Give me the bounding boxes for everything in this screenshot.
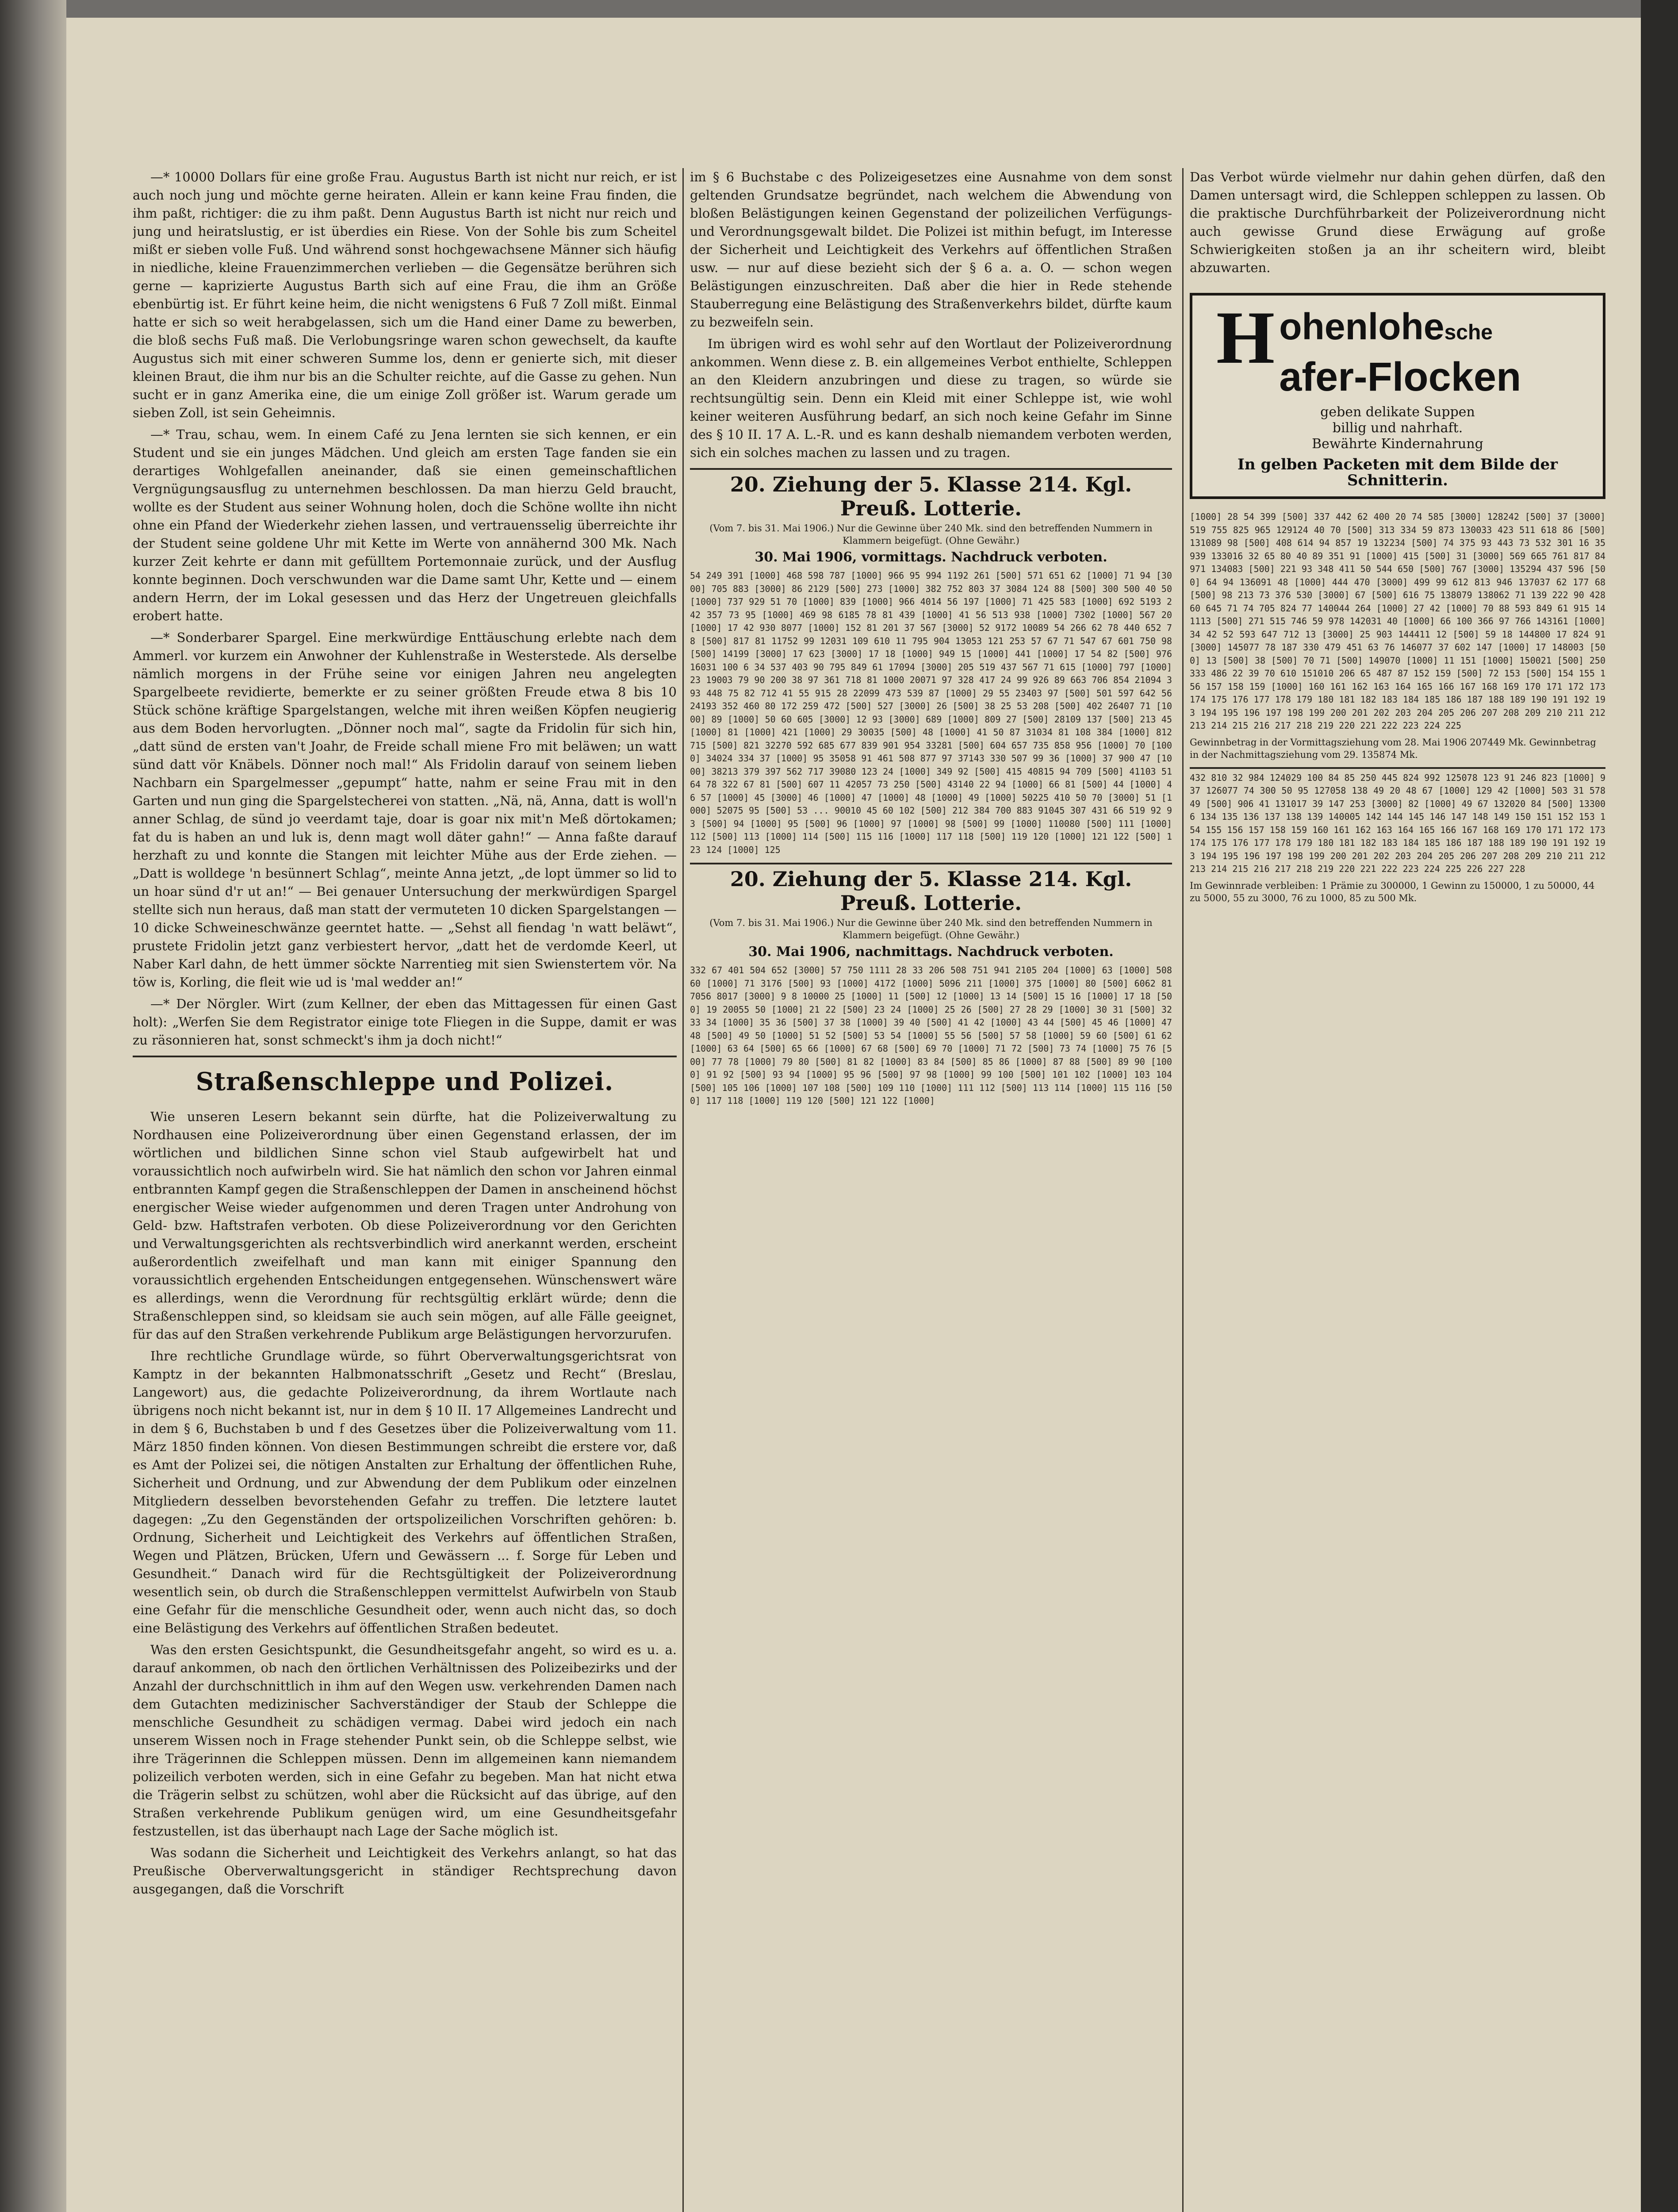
book-spine: [0, 0, 66, 2212]
section-paragraph: Ihre rechtliche Grundlage würde, so führt Oberverwaltungsgerichtsrat von Kamptz in der bekannten Halbmonatsschrift „Gesetz und Recht“ (Breslau, Langewort) aus, die gedachte Polizeiverordnung, da ihrem Wortlaute nach übrigens noch nicht bekannt ist, nur in dem § 10 II. 17 Allgemeines Landrecht und in dem § 6, Buchstaben b und f des Gesetzes über die Polizeiverwaltung vom 11. März 1850 finden können. Von diesen Bestimmungen schreibt die erstere vor, daß es Amt der Polizei sei, die nötigen Anstalten zur Erhaltung der öffentlichen Ruhe, Sicherheit und Ordnung, und zur Abwendung der dem Publikum oder einzelnen Mitgliedern desselben bevorstehenden Gefahr zu treffen. Die letztere lautet dagegen: „Zu den Gegenständen der ortspolizeilichen Vorschriften gehören: b. Ordnung, Sicherheit und Leichtigkeit des Verkehrs auf öffentlichen Straßen, Wegen und Plätzen, Brücken, Ufern und Gewässern ... f. Sorge für Leben und Gesundheit.“ Danach wird für die Rechtsgültigkeit der Polizeiverordnung wesentlich sein, ob durch die Straßenschleppen vermittelst Aufwirbeln von Staub eine Gefahr für die menschliche Gesundheit oder, wenn auch nicht das, so doch eine Belästigung des Verkehrs auf öffentlichen Straßen bedeutet.: [133, 1348, 677, 1636]
advertisement-hafer-flocken: [1190, 293, 1605, 499]
lottery-numbers: 54 249 391 [1000] 468 598 787 [1000] 966 95 994 1192 261 [500] 571 651 62 [1000] 71 94 [3000] 705 883 [3000] 86 2129 [500] 273 [1000] 382 752 803 37 3084 124 88 [500] 300 500 40 50 [1000] 737 929 51 70 [1000] 839 [1000] 966 4014 56 197 [1000] 71 425 583 [1000] 692 5193 242 357 73 95 [1000] 469 98 6185 78 81 439 [1000] 41 56 513 938 [1000] 7302 [1000] 567 20 [1000] 17 42 930 8077 [1000] 152 81 201 37 567 [3000] 52 9172 10089 54 266 62 78 440 652 78 [500] 817 81 11752 99 12031 109 610 11 795 904 13053 121 253 57 67 71 547 67 601 750 98 [500] 14199 [3000] 17 623 [3000] 17 18 [1000] 949 15 [1000] 441 [1000] 17 54 82 [500] 976 16031 100 6 34 537 403 90 795 849 61 17094 [3000] 205 519 437 567 71 615 [1000] 797 [1000] 23 19003 79 90 200 38 97 361 718 81 1000 20071 97 328 417 24 99 926 89 663 706 854 21094 393 448 75 82 712 41 55 915 28 22099 473 539 87 [1000] 29 55 23403 97 [500] 501 597 642 56 24193 352 460 80 172 259 472 [500] 527 [3000] 26 [500] 38 25 53 208 [500] 402 26407 71 [1000] 89 [1000] 50 60 605 [3000] 12 93 [3000] 689 [1000] 809 27 [500] 28109 137 [500] 213 45 [1000] 81 [1000] 421 [1000] 29 30035 [500] 48 [1000] 41 50 87 31034 81 108 384 [1000] 812 715 [500] 821 32270 592 685 677 839 901 954 33281 [500] 604 657 735 858 956 [1000] 70 [1000] 34024 334 37 [1000] 95 35058 91 461 508 877 97 37143 330 507 99 36 [1000] 37 900 47 [1000] 38213 379 397 562 717 39080 123 24 [1000] 349 92 [500] 415 40815 94 709 [500] 41103 51 64 78 322 67 81 [500] 607 11 42057 73 250 [500] 43140 22 94 [1000] 66 81 [500] 44 [1000] 46 57 [1000] 45 [3000] 46 [1000] 47 [1000] 48 [1000] 49 [1000] 50225 410 50 70 [3000] 51 [1000] 52075 95 [500] 53 ... 90010 45 60 102 [500] 212 384 700 883 91045 307 431 66 519 92 93 [500] 94 [1000] 95 [500] 96 [1000] 97 [1000] 98 [500] 99 [1000] 110080 [500] 111 [1000] 112 [500] 113 [1000] 114 [500] 115 116 [1000] 117 118 [500] 119 120 [1000] 121 122 [500] 123 124 [1000] 125: [690, 570, 1172, 855]
ad-footer: In gelben Packeten mit dem Bilde der Schnitterin.: [1237, 456, 1558, 489]
section-title: Straßenschleppe und Polizei.: [195, 1067, 614, 1096]
section-paragraph: Was sodann die Sicherheit und Leichtigkeit des Verkehrs anlangt, so hat das Preußische Oberverwaltungsgericht in ständiger Rechtsprechung davon ausgegangen, daß die Vorschrift: [133, 1845, 677, 1897]
section-conclusion: Das Verbot würde vielmehr nur dahin gehen dürfen, daß den Damen untersagt wird, die Schleppen schleppen zu lassen. Ob die praktische Durchführbarkeit der Polizeiverordnung nicht auch gewisse Grund diese Erwägung auf große Schwierigkeiten stoßen ja an ihr scheitern wird, bleibt abzuwarten.: [1190, 169, 1605, 275]
divider: [133, 1056, 677, 1057]
ad-product: afer-Flocken: [1279, 354, 1521, 399]
section-paragraph: Wie unseren Lesern bekannt sein dürfte, hat die Polizeiverwaltung zu Nordhausen eine Polizeiverordnung über einen Gegenstand erlassen, der im wörtlichen und bildlichen Sinne schon viel Staub aufgewirbelt hat und voraussichtlich noch aufwirbeln wird. Sie hat nämlich den schon vor Jahren einmal entbrannten Kampf gegen die Straßenschleppen der Damen in anscheinend höchst energischer Weise wieder aufgenommen und deren Tragen unter Androhung von Geld- bzw. Haftstrafen verboten. Ob diese Polizeiverordnung vor den Gerichten und Verwaltungsgerichten als rechtsverbindlich wird anerkannt werden, erscheint außerordentlich zweifelhaft und man kann mit einiger Spannung den voraussichtlich ergehenden Entscheidungen entgegensehen. Wünschenswert wäre es allerdings, wenn die Verordnung für rechtsgültig erklärt würde; denn die Straßenschleppen sind, so kleidsam sie auch sein mögen, auf alle Fälle geeignet, für das auf den Straßen verkehrende Publikum arge Belästigungen hervorzurufen.: [133, 1109, 677, 1342]
column-middle: [690, 168, 1172, 1108]
page-edge: [1641, 0, 1678, 2212]
ad-brand: ohenlohe: [1279, 306, 1444, 347]
lottery-note: Im Gewinnrade verbleiben: 1 Prämie zu 300000, 1 Gewinn zu 150000, 1 zu 50000, 44 zu 5000, 55 zu 3000, 76 zu 1000, 85 zu 500 Mk.: [1190, 880, 1595, 903]
article-noergler: —* Der Nörgler. Wirt (zum Kellner, der eben das Mittagessen für einen Gast holt): „Werfen Sie dem Registrator einige tote Fliegen in die Suppe, damit er was zu räsonnieren hat, sonst schmeckt's ihm ja doch nicht!“: [133, 996, 677, 1048]
column-rule: [682, 168, 684, 2212]
lottery-note: Gewinnbetrag in der Vormittagsziehung vom 28. Mai 1906 207449 Mk. Gewinnbetrag in der Nachmittagsziehung vom 29. 135874 Mk.: [1190, 737, 1596, 760]
divider: [690, 468, 1172, 470]
column-rule: [1182, 168, 1184, 2212]
lottery-numbers-continued: 432 810 32 984 124029 100 84 85 250 445 824 992 125078 123 91 246 823 [1000] 937 126077 74 300 50 95 127058 138 49 20 48 67 [1000] 129 42 [1000] 503 31 578 49 [500] 906 41 131017 39 147 253 [3000] 82 [1000] 49 67 132020 84 [500] 133006 134 135 136 137 138 139 140005 142 144 145 146 147 148 149 150 151 152 153 154 155 156 157 158 159 160 161 162 163 164 165 166 167 168 169 170 171 172 173 174 175 176 177 178 179 180 181 182 183 184 185 186 187 188 189 190 191 192 193 194 195 196 197 198 199 200 201 202 203 204 205 206 207 208 209 210 211 212 213 214 215 216 217 218 219 220 221 222 223 224 225 226 227 228: [1190, 772, 1605, 874]
lottery-numbers: 332 67 401 504 652 [3000] 57 750 1111 28 33 206 508 751 941 2105 204 [1000] 63 [1000] 508 60 [1000] 71 3176 [500] 93 [1000] 4172 [1000] 5096 211 [1000] 375 [1000] 80 [500] 6062 81 7056 8017 [3000] 9 8 10000 25 [1000] 11 [500] 12 [1000] 13 14 [500] 15 16 [1000] 17 18 [500] 19 20055 50 [1000] 21 22 [500] 23 24 [1000] 25 26 [500] 27 28 29 [1000] 30 31 [500] 32 33 34 [1000] 35 36 [500] 37 38 [1000] 39 40 [500] 41 42 [1000] 43 44 [500] 45 46 [1000] 47 48 [500] 49 50 [1000] 51 52 [500] 53 54 [1000] 55 56 [500] 57 58 [1000] 59 60 [500] 61 62 [1000] 63 64 [500] 65 66 [1000] 67 68 [500] 69 70 [1000] 71 72 [500] 73 74 [1000] 75 76 [500] 77 78 [1000] 79 80 [500] 81 82 [1000] 83 84 [500] 85 86 [1000] 87 88 [500] 89 90 [1000] 91 92 [500] 93 94 [1000] 95 96 [500] 97 98 [1000] 99 100 [500] 101 102 [1000] 103 104 [500] 105 106 [1000] 107 108 [500] 109 110 [1000] 111 112 [500] 113 114 [1000] 115 116 [500] 117 118 [1000] 119 120 [500] 121 122 [1000]: [690, 965, 1172, 1106]
lottery-date: 30. Mai 1906, vormittags. Nachdruck verboten.: [755, 549, 1107, 565]
divider: [690, 863, 1172, 864]
lottery-subtitle: (Vom 7. bis 31. Mai 1906.) Nur die Gewinne über 240 Mk. sind den betreffenden Nummern in Klammern beigefügt. (Ohne Gewähr.): [709, 523, 1153, 546]
ad-body-line: Bewährte Kindernahrung: [1312, 436, 1483, 452]
divider: [1190, 767, 1605, 769]
column-left: [133, 168, 677, 1902]
ad-brand-suffix: sche: [1444, 321, 1493, 344]
lottery-subtitle: (Vom 7. bis 31. Mai 1906.) Nur die Gewinne über 240 Mk. sind den betreffenden Nummern in Klammern beigefügt. (Ohne Gewähr.): [709, 918, 1153, 941]
section-paragraph: Was den ersten Gesichtspunkt, die Gesundheitsgefahr angeht, so wird es u. a. darauf ankommen, ob nach den örtlichen Verhältnissen des Polizeibezirks und der Anzahl der durchschnittlich in ihm auf den Wegen usw. verkehrenden Damen nach dem Gutachten medizinischer Sachverständiger der Staub der Schleppe die menschliche Gesundheit zu schädigen vermag. Dabei wird jedoch ein nach unserem Wissen noch in Frage stehender Punkt sein, ob die Schleppe selbst, wie ihre Trägerinnen die Schleppen müssen. Denn im allgemeinen kann niemandem polizeilich verboten werden, sich in eine Gefahr zu begeben. Man hat nicht etwa die Trägerin selbst zu schützen, wohl aber die Rücksicht auf das übrige, auf den Straßen verkehrende Publikum genügen wird, um eine Gesundheitsgefahr festzustellen, ist das überhaupt nach Lage der Sache möglich ist.: [133, 1642, 677, 1839]
lottery-numbers-continued: [1000] 28 54 399 [500] 337 442 62 400 20 74 585 [3000] 128242 [500] 37 [3000] 519 755 825 965 129124 40 70 [500] 313 334 59 873 130033 423 511 618 86 [500] 131089 98 [500] 408 614 94 857 19 132234 [500] 74 375 93 443 73 532 301 16 35 939 133016 32 65 80 40 89 351 91 [1000] 415 [500] 31 [3000] 569 665 761 817 84 971 134083 [500] 221 93 348 411 50 544 650 [500] 767 [3000] 135294 437 596 [500] 64 94 136091 48 [1000] 444 470 [3000] 499 99 612 813 946 137037 62 177 68 [500] 98 213 73 376 530 [3000] 67 [500] 616 75 138079 138062 71 139 222 90 428 60 645 71 74 705 824 77 140044 264 [1000] 27 42 [1000] 70 88 593 849 61 915 141113 [500] 271 515 746 59 978 142031 40 [1000] 66 100 366 97 766 143161 [1000] 34 42 52 593 647 712 13 [3000] 25 903 144411 12 [500] 59 18 144800 17 824 91 [3000] 145077 78 187 330 479 451 63 76 146077 37 602 147 [1000] 17 148003 [500] 13 [500] 38 [500] 70 71 [500] 149070 [1000] 11 151 [1000] 150021 [500] 250 333 486 22 39 70 610 151010 206 65 487 87 152 159 [500] 72 153 [500] 154 155 156 157 158 159 [1000] 160 161 162 163 164 165 166 167 168 169 170 171 172 173 174 175 176 177 178 179 180 181 182 183 184 185 186 187 188 189 190 191 192 193 194 195 196 197 198 199 200 201 202 203 204 205 206 207 208 209 210 211 212 213 214 215 216 217 218 219 220 221 222 223 224 225: [1190, 511, 1605, 731]
lottery-title: 20. Ziehung der 5. Klasse 214. Kgl. Preuß. Lotterie.: [730, 472, 1132, 520]
section-continuation: im § 6 Buchstabe c des Polizeigesetzes eine Ausnahme von dem sonst geltenden Grundsatze begründet, nach welchem die Abwendung von bloßen Belästigungen keinen Gegenstand der polizeilichen Verfügungs- und Verordnungsgewalt bildet. Die Polizei ist mithin befugt, im Interesse der Sicherheit und Leichtigkeit des Verkehrs auf öffentlichen Straßen usw. — nur auf diese bezieht sich der § 6 a. a. O. — schon wegen Belästigungen einzuschreiten. Daß aber die hier in Rede stehende Stauberregung eine Belästigung des Straßenverkehrs bildet, dürfte kaum zu bezweifeln sein.: [690, 169, 1172, 330]
ad-initial-letter: H: [1216, 296, 1275, 379]
article-trau-schau: —* Trau, schau, wem. In einem Café zu Jena lernten sie sich kennen, er ein Student und sie ein junges Mädchen. Und gleich am ersten Tage fanden sie ein derartiges Wohlgefallen aneinander, daß sie einen gemeinschaftlichen Vergnügungsausflug zu unternehmen beschlossen. Da man hierzu Geld braucht, wollte es der Student aus seiner Wohnung holen, doch die Schöne wollte ihn nicht ohne ein Pfand der Wiederkehr ziehen lassen, und vertrauensselig überreichte ihr der Student seine goldene Uhr mit Kette im Werte von annähernd 300 Mk. Nach kurzer Zeit kehrte er dann mit gefülltem Portemonnaie zurück, und der Ausflug konnte beginnen. Doch verschwunden war die Dame samt Uhr, Kette und — einem andern Herrn, der im Lokal gesessen und das Herz der Ungetreuen gleichfalls erobert hatte.: [133, 427, 677, 623]
article-dollars: —* 10000 Dollars für eine große Frau. Augustus Barth ist nicht nur reich, er ist auch noch jung und möchte gerne heiraten. Allein er kann keine Frau finden, die ihm paßt, richtiger: die zu ihm paßt. Denn Augustus Barth ist nicht nur reich und jung und heiratslustig, er ist überdies ein Riese. Von der Sohle bis zum Scheitel mißt er sieben volle Fuß. Und während sonst hochgewachsene Männer sich häufig in niedliche, kleine Frauenzimmerchen verlieben — die Gegensätze berühren sich gerne — kaprizierte Augustus Barth sich auf eine Frau, die ihm an Größe ebenbürtig ist. Er führt keine heim, die nicht wenigstens 6 Fuß 7 Zoll mißt. Einmal hatte er sich so weit herabgelassen, sich um die Hand einer Dame zu bewerben, die bloß sechs Fuß maß. Die Verlobungsringe waren schon gewechselt, da kaufte Augustus sich mit einer schweren Summe los, denn er genierte sich, mit dieser kleinen Braut, die ihm nur bis an die Schulter reichte, auf die Gasse zu gehen. Nun sucht er in ganz Amerika eine, die um einige Zoll größer ist. Warum gerade um sieben Zoll, ist sein Geheimnis.: [133, 169, 677, 420]
article-spargel: —* Sonderbarer Spargel. Eine merkwürdige Enttäuschung erlebte nach dem Ammerl. vor kurzem ein Anwohner der Kuhlenstraße in Westerstede. Als derselbe nämlich morgens in der Frühe seine vor einigen Jahren neu angelegten Spargelbeete revidierte, bemerkte er zu seiner größten Freude etwa 8 bis 10 Stück schöne kräftige Spargelstangen, welche mit ihren weißen Köpfen neugierig aus dem Boden hervorlugten. „Dönner noch mal“, sagte da Fridolin für sich hin, „datt sünd de ersten van't Joahr, de Freide schall miene Fro mit beläwen; un watt sünd datt vör Knäbels. Dönner noch mal!“ Als Fridolin darauf von seinem lieben Nachbarn ein Spargelmesser „gepumpt“ hatte, nahm er seine Frau mit in den Garten und nun ging die Spargelstecherei von statten. „Nä, nä, Anna, datt is woll'n anner Schlag, de sünd jo veerdamt taje, doar is goar nix mit'n Meß dörtokamen; fat du is haben an und luk is, denn magt woll däter gahn!“ — Anna faßte darauf herzhaft zu und konnte die Stangen mit leichter Mühe aus der Erde ziehen. — „Datt is wolldege 'n besünnert Schlag“, meinte Anna jetzt, „de lopt ümmer so lid to un hoar sünd d'r ut an!“ — Bei genauer Untersuchung der merkwürdigen Spargel stellte sich nun heraus, daß man statt der vermuteten 10 dicken Spargelstangen — 10 dicke Schweineschwänze geerntet hatte. — „Sehst all fiendag 'n watt beläwt“, prustete Fridolin jetzt ganz verbiestert hervor, „datt het de verdomde Keerl, ut Naber Karl dahn, de hett ümmer söckte Narrentieg mit sien Swienstertem vör. Na töw is, Korling, die fleit wie ud is 'mal wedder an!“: [133, 630, 677, 990]
ad-body-line: billig und nahrhaft.: [1332, 420, 1463, 436]
column-right: [1190, 168, 1605, 908]
section-continuation: Im übrigen wird es wohl sehr auf den Wortlaut der Polizeiverordnung ankommen. Wenn diese z. B. ein allgemeines Verbot enthielte, Schleppen an den Kleidern anzubringen und diese zu tragen, so würde sie rechtsungültig sein. Denn ein Kleid mit einer Schleppe ist, wie wohl keiner weiteren Ausführung bedarf, an sich noch keine Gefahr im Sinne des § 10 II. 17 A. L.-R. und es kann deshalb niemandem verboten werden, sich ein solches machen zu lassen und zu tragen.: [690, 336, 1172, 460]
lottery-date: 30. Mai 1906, nachmittags. Nachdruck verboten.: [748, 944, 1114, 960]
ad-body: [1199, 399, 1597, 488]
lottery-title: 20. Ziehung der 5. Klasse 214. Kgl. Preuß. Lotterie.: [730, 867, 1132, 915]
ad-body-line: geben delikate Suppen: [1320, 404, 1475, 420]
